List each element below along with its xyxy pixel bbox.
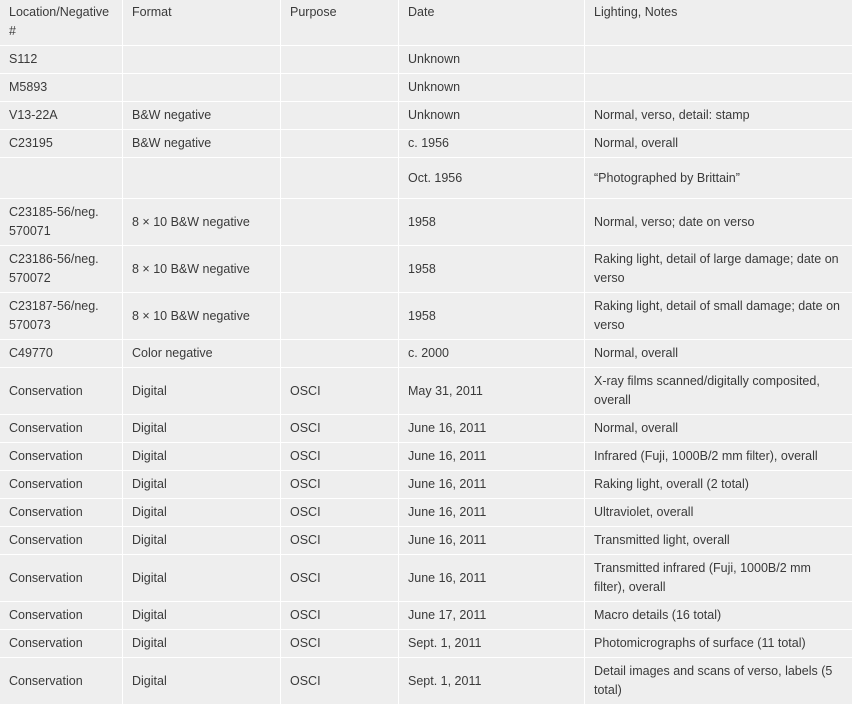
purpose-cell bbox=[281, 130, 399, 158]
purpose-cell: OSCI bbox=[281, 368, 399, 415]
notes-cell: Normal, overall bbox=[585, 130, 852, 158]
table-row bbox=[0, 102, 852, 130]
date-cell: May 31, 2011 bbox=[399, 368, 585, 415]
location-cell: Conservation bbox=[0, 555, 123, 602]
notes-cell: Transmitted infrared (Fuji, 1000B/2 mm filter), overall bbox=[585, 555, 852, 602]
format-cell: Digital bbox=[123, 471, 281, 499]
purpose-cell bbox=[281, 293, 399, 340]
location-cell: Conservation bbox=[0, 602, 123, 630]
table-row bbox=[0, 555, 852, 602]
format-cell bbox=[123, 74, 281, 102]
format-cell: Digital bbox=[123, 443, 281, 471]
date-cell: Sept. 1, 2011 bbox=[399, 630, 585, 658]
location-cell: C23186-56/neg. 570072 bbox=[0, 246, 123, 293]
table-row bbox=[0, 658, 852, 705]
format-cell: Digital bbox=[123, 658, 281, 705]
date-cell: June 16, 2011 bbox=[399, 499, 585, 527]
location-cell: C23185-56/neg. 570071 bbox=[0, 199, 123, 246]
notes-cell: Photomicrographs of surface (11 total) bbox=[585, 630, 852, 658]
location-cell: Conservation bbox=[0, 527, 123, 555]
table-row bbox=[0, 471, 852, 499]
date-cell: Unknown bbox=[399, 74, 585, 102]
location-cell: Conservation bbox=[0, 415, 123, 443]
notes-cell: Normal, verso; date on verso bbox=[585, 199, 852, 246]
purpose-cell: OSCI bbox=[281, 555, 399, 602]
table-row bbox=[0, 199, 852, 246]
header-row bbox=[0, 0, 852, 46]
notes-cell: “Photographed by Brittain” bbox=[585, 158, 852, 199]
format-cell: 8 × 10 B&W negative bbox=[123, 293, 281, 340]
location-cell: C49770 bbox=[0, 340, 123, 368]
column-header-date: Date bbox=[399, 0, 585, 46]
location-cell: S112 bbox=[0, 46, 123, 74]
purpose-cell: OSCI bbox=[281, 602, 399, 630]
format-cell: Digital bbox=[123, 630, 281, 658]
notes-cell: Normal, verso, detail: stamp bbox=[585, 102, 852, 130]
notes-cell: Macro details (16 total) bbox=[585, 602, 852, 630]
table-row bbox=[0, 74, 852, 102]
purpose-cell: OSCI bbox=[281, 527, 399, 555]
notes-cell bbox=[585, 46, 852, 74]
format-cell bbox=[123, 158, 281, 199]
purpose-cell bbox=[281, 340, 399, 368]
table-row bbox=[0, 415, 852, 443]
location-cell: Conservation bbox=[0, 658, 123, 705]
purpose-cell: OSCI bbox=[281, 415, 399, 443]
notes-cell: Transmitted light, overall bbox=[585, 527, 852, 555]
purpose-cell: OSCI bbox=[281, 658, 399, 705]
table-row bbox=[0, 340, 852, 368]
notes-cell: Raking light, detail of small damage; date on verso bbox=[585, 293, 852, 340]
table-row bbox=[0, 293, 852, 340]
notes-cell bbox=[585, 74, 852, 102]
date-cell: June 16, 2011 bbox=[399, 555, 585, 602]
table-row bbox=[0, 158, 852, 199]
notes-cell: X-ray films scanned/digitally composited, overall bbox=[585, 368, 852, 415]
purpose-cell bbox=[281, 74, 399, 102]
format-cell: Digital bbox=[123, 555, 281, 602]
table-row bbox=[0, 602, 852, 630]
date-cell: June 16, 2011 bbox=[399, 415, 585, 443]
purpose-cell: OSCI bbox=[281, 471, 399, 499]
table-row bbox=[0, 630, 852, 658]
column-header-format: Format bbox=[123, 0, 281, 46]
date-cell: Unknown bbox=[399, 46, 585, 74]
table-row bbox=[0, 46, 852, 74]
format-cell: Color negative bbox=[123, 340, 281, 368]
location-cell: Conservation bbox=[0, 443, 123, 471]
date-cell: 1958 bbox=[399, 246, 585, 293]
purpose-cell bbox=[281, 158, 399, 199]
format-cell: Digital bbox=[123, 499, 281, 527]
notes-cell: Detail images and scans of verso, labels (5 total) bbox=[585, 658, 852, 705]
date-cell: June 16, 2011 bbox=[399, 471, 585, 499]
notes-cell: Raking light, overall (2 total) bbox=[585, 471, 852, 499]
notes-cell: Raking light, detail of large damage; date on verso bbox=[585, 246, 852, 293]
date-cell: Sept. 1, 2011 bbox=[399, 658, 585, 705]
purpose-cell: OSCI bbox=[281, 499, 399, 527]
notes-cell: Normal, overall bbox=[585, 415, 852, 443]
date-cell: June 16, 2011 bbox=[399, 527, 585, 555]
format-cell: Digital bbox=[123, 415, 281, 443]
notes-cell: Ultraviolet, overall bbox=[585, 499, 852, 527]
format-cell: Digital bbox=[123, 602, 281, 630]
column-header-purpose: Purpose bbox=[281, 0, 399, 46]
date-cell: c. 2000 bbox=[399, 340, 585, 368]
date-cell: 1958 bbox=[399, 199, 585, 246]
table-row bbox=[0, 368, 852, 415]
purpose-cell bbox=[281, 102, 399, 130]
purpose-cell: OSCI bbox=[281, 443, 399, 471]
format-cell: B&W negative bbox=[123, 130, 281, 158]
table-row bbox=[0, 130, 852, 158]
date-cell: c. 1956 bbox=[399, 130, 585, 158]
table-row bbox=[0, 443, 852, 471]
format-cell: Digital bbox=[123, 368, 281, 415]
location-cell: Conservation bbox=[0, 630, 123, 658]
location-cell: Conservation bbox=[0, 368, 123, 415]
location-cell: C23195 bbox=[0, 130, 123, 158]
format-cell: 8 × 10 B&W negative bbox=[123, 199, 281, 246]
purpose-cell bbox=[281, 46, 399, 74]
format-cell bbox=[123, 46, 281, 74]
purpose-cell: OSCI bbox=[281, 630, 399, 658]
column-header-lighting-notes: Lighting, Notes bbox=[585, 0, 852, 46]
purpose-cell bbox=[281, 199, 399, 246]
purpose-cell bbox=[281, 246, 399, 293]
date-cell: June 16, 2011 bbox=[399, 443, 585, 471]
table-row bbox=[0, 246, 852, 293]
date-cell: Unknown bbox=[399, 102, 585, 130]
table-row bbox=[0, 527, 852, 555]
format-cell: 8 × 10 B&W negative bbox=[123, 246, 281, 293]
location-cell: Conservation bbox=[0, 471, 123, 499]
notes-cell: Infrared (Fuji, 1000B/2 mm filter), overall bbox=[585, 443, 852, 471]
date-cell: Oct. 1956 bbox=[399, 158, 585, 199]
format-cell: Digital bbox=[123, 527, 281, 555]
format-cell: B&W negative bbox=[123, 102, 281, 130]
table-row bbox=[0, 499, 852, 527]
date-cell: June 17, 2011 bbox=[399, 602, 585, 630]
notes-cell: Normal, overall bbox=[585, 340, 852, 368]
location-cell: V13-22A bbox=[0, 102, 123, 130]
location-cell: M5893 bbox=[0, 74, 123, 102]
location-cell: C23187-56/neg. 570073 bbox=[0, 293, 123, 340]
location-cell: Conservation bbox=[0, 499, 123, 527]
date-cell: 1958 bbox=[399, 293, 585, 340]
location-cell bbox=[0, 158, 123, 199]
column-header-location: Location/Negative # bbox=[0, 0, 123, 46]
